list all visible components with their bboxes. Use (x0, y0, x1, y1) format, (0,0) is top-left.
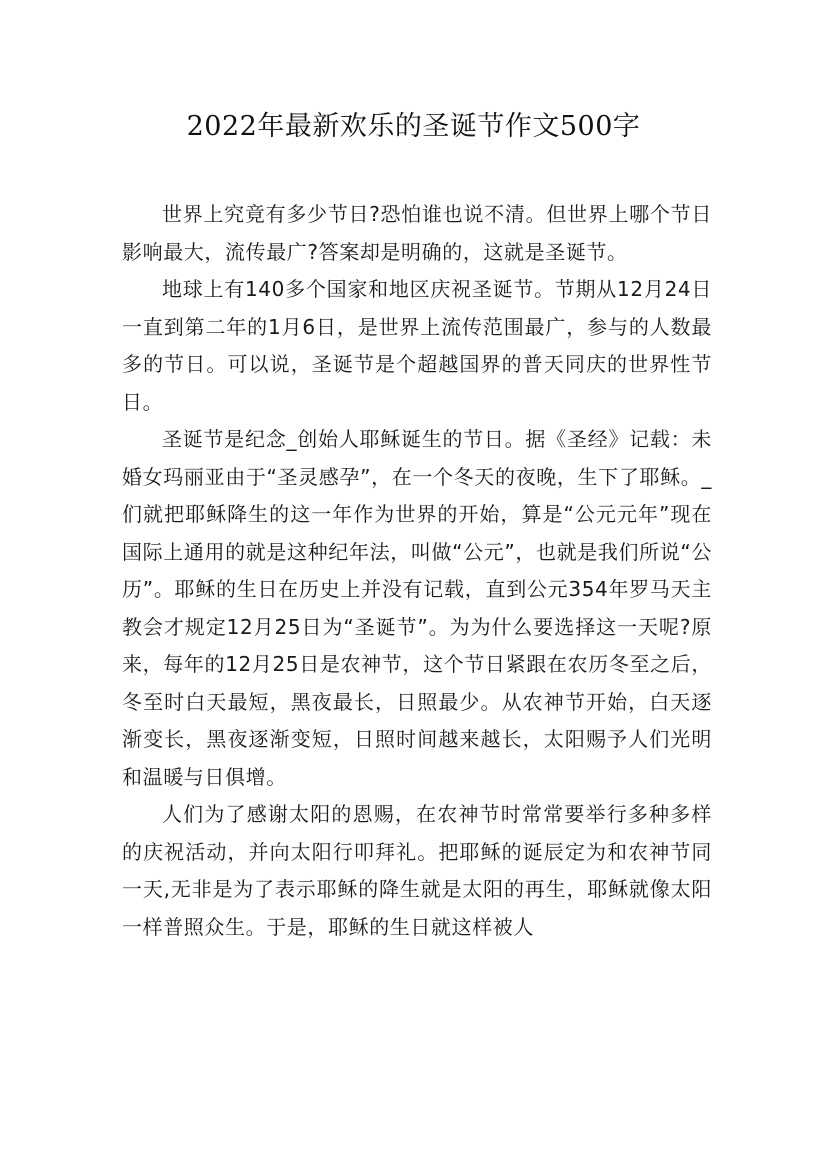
paragraph-3: 圣诞节是纪念_创始人耶稣诞生的节日。据《圣经》记载：未婚女玛丽亚由于“圣灵感孕”，在一个冬天的夜晚，生下了耶稣。_们就把耶稣降生的这一年作为世界的开始，算是“公元元年”现在国际上通用的就是这种纪年法，叫做“公元”，也就是我们所说“公历”。耶稣的生日在历史上并没有记载，直到公元354年罗马天主教会才规定12月25日为“圣诞节”。为为什么要选择这一天呢?原来，每年的12月25日是农神节，这个节日紧跟在农历冬至之后，冬至时白天最短，黑夜最长，日照最少。从农神节开始，白天逐渐变长，黑夜逐渐变短，日照时间越来越长，太阳赐予人们光明和温暖与日俱增。 (122, 427, 712, 789)
paragraph-1: 世界上究竟有多少节日?恐怕谁也说不清。但世界上哪个节日影响最大，流传最广?答案却是明确的，这就是圣诞节。 (122, 202, 712, 264)
document-body (122, 196, 712, 946)
paragraph-2: 地球上有140多个国家和地区庆祝圣诞节。节期从12月24日一直到第二年的1月6日，是世界上流传范围最广，参与的人数最多的节日。可以说，圣诞节是个超越国界的普天同庆的世界性节日。 (122, 277, 712, 414)
document-title: 2022年最新欢乐的圣诞节作文500字 (186, 111, 641, 142)
paragraph-4: 人们为了感谢太阳的恩赐，在农神节时常常要举行多种多样的庆祝活动，并向太阳行叩拜礼。把耶稣的诞辰定为和农神节同一天,无非是为了表示耶稣的降生就是太阳的再生，耶稣就像太阳一样普照众生。于是，耶稣的生日就这样被人 (122, 802, 712, 939)
